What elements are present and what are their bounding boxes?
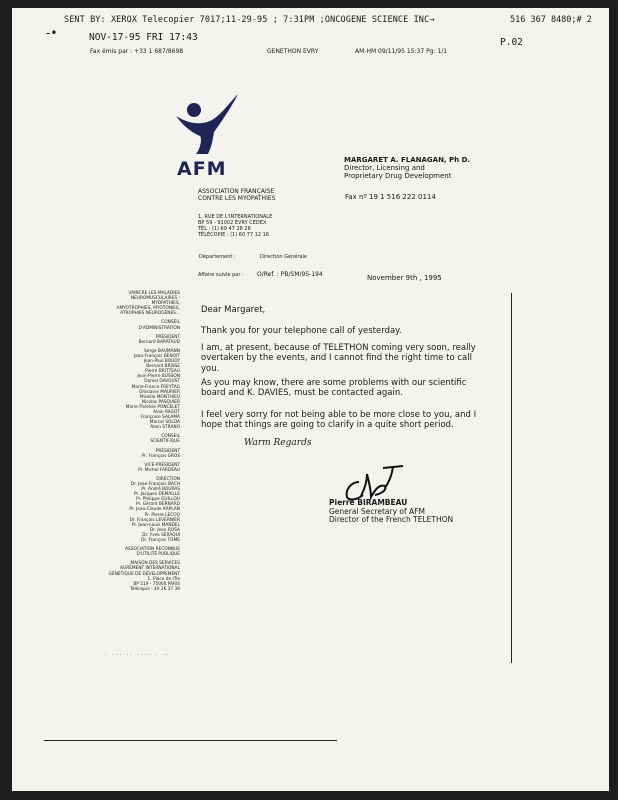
affair-label: Affaire suivie par : xyxy=(198,272,244,278)
recipient-fax: Fax nº 19 1 516 222 0114 xyxy=(345,193,436,201)
fax-timestamp: AM-HM 09/11/95 15:37 Pg: 1/1 xyxy=(355,48,448,55)
address-line: 1, RUE DE L'INTERNATIONALE xyxy=(198,214,273,220)
signer-title-line: General Secretary of AFM xyxy=(329,506,425,516)
horizontal-rule xyxy=(44,740,337,741)
sidebar-line: Pr. Michel FARDEAU xyxy=(138,467,180,473)
sidebar-line: MAISON DES SERVICES xyxy=(130,561,180,567)
afm-logo-text: AFM xyxy=(177,158,227,180)
sidebar-board-list xyxy=(100,291,180,592)
sidebar-line: Marie-Thérèse PONCELET xyxy=(125,404,180,410)
sidebar-line: PRÉSIDENT xyxy=(155,448,180,454)
sidebar-line: Dr. François TOME xyxy=(141,538,180,544)
recipient-name: MARGARET A. FLANAGAN, Ph D. xyxy=(344,156,471,164)
department-value: Direction Générale xyxy=(260,254,307,260)
sidebar-line: Alain STRANO xyxy=(150,425,180,431)
letter-paragraph: I am, at present, because of TELETHON coming very soon, really overtaken by the events, and I cannot find the right time to call you. xyxy=(201,343,476,374)
sidebar-line: Bernard BARATAUD xyxy=(138,339,180,345)
sidebar-line: Mireille MONTHIEU xyxy=(139,394,180,400)
fax-station: GENETHON EVRY xyxy=(267,48,319,55)
sidebar-line: VICE-PRÉSIDENT xyxy=(144,462,180,468)
sidebar-line: Bernard BRISSE xyxy=(146,364,180,370)
our-reference: O/Ref. : PB/SM/95-194 xyxy=(257,271,323,278)
sidebar-line: Jean-Pierre BUSSON xyxy=(137,374,180,380)
department-label: Département : xyxy=(199,254,236,260)
sidebar-line: Pr. Jean-Claude KAPLAN xyxy=(129,507,180,513)
sidebar-line: Daniel DAVOUST xyxy=(144,379,180,385)
recipient-block xyxy=(344,156,514,181)
sidebar-line: Télécopie : 40 26 37 39 xyxy=(129,586,180,592)
letter-paragraph: As you may know, there are some problems with our scientific board and K. DAVIES, must be contacted again. xyxy=(201,378,467,399)
sidebar-line: ATROPHIES NEUROGÈNES... xyxy=(120,311,180,317)
sidebar-line: Dr. François LEVERNIER xyxy=(129,517,180,523)
letter-paragraph: I feel very sorry for not being able to be more close to you, and I hope that things are going to clarify in a quite short period. xyxy=(201,410,477,431)
sidebar-line: PRÉSIDENT xyxy=(155,334,180,340)
association-line: ASSOCIATION FRANÇAISE xyxy=(198,188,275,195)
association-name xyxy=(198,188,308,202)
sidebar-line: Serge BAUMANN xyxy=(144,348,180,354)
handwritten-signature xyxy=(337,460,409,502)
sidebar-line: Jean-Paul BOUDY xyxy=(143,359,180,365)
vertical-rule xyxy=(511,293,512,663)
address-line: BP 59 - 91002 ÉVRY CEDEX xyxy=(198,220,267,226)
sidebar-line: D'ADMINISTRATION xyxy=(138,325,180,331)
sidebar-line: D'UTILITÉ PUBLIQUE xyxy=(136,552,180,558)
sidebar-line: GÉNÉTIQUE DE DÉVELOPPEMENT xyxy=(108,571,180,577)
fax-noise-dots: · ··· ·· ···· · ·· xyxy=(105,652,170,658)
fax-sent-by-number: 516 367 8480;# 2 xyxy=(510,15,592,25)
fax-page-number: P.02 xyxy=(500,37,523,48)
sidebar-line: AMYOTROPHIES, MYOTONIES, xyxy=(116,306,180,312)
sidebar-line: Pr. Philippe GUILLOU xyxy=(136,497,180,503)
sidebar-line: Pr. François GROS xyxy=(141,453,180,459)
sidebar-line: ASSOCIATION RECONNUE xyxy=(125,547,180,553)
sidebar-line: DIRECTION xyxy=(156,476,180,482)
sidebar-line: AGRÉMENT INTERNATIONAL xyxy=(120,566,180,572)
recipient-title-line: Proprietary Drug Development xyxy=(344,172,452,181)
fax-page xyxy=(12,8,609,791)
fax-emitted-by: Fax émis par : +33 1 687/8698 xyxy=(90,48,184,55)
address-line: TÉLÉCOPIE : (1) 60 77 12 16 xyxy=(198,232,269,238)
sidebar-line: Ghislaine MAURIER xyxy=(139,389,180,395)
letter-salutation: Dear Margaret, xyxy=(201,305,266,315)
sidebar-line: Marcel SOLDA xyxy=(149,420,180,426)
address-line: TÉL : (1) 69 47 28 28 xyxy=(198,226,251,232)
sidebar-line: BP 519 - 75000 PARIS xyxy=(133,581,180,587)
signer-name: Pierre BIRAMBEAU xyxy=(329,498,408,507)
sidebar-line: Pr. Jacques DEMAILLE xyxy=(133,492,180,498)
sidebar-line: SCIENTIFIQUE xyxy=(150,439,180,445)
sidebar-line: NEUROMUSCULAIRES : xyxy=(130,296,180,302)
sidebar-line: MYOPATHIES, xyxy=(151,301,180,307)
sidebar-line: Marie-France FREYTAG xyxy=(131,384,180,390)
sidebar-line: Françoise SALAMA xyxy=(140,415,180,421)
letter-closing: Warm Regards xyxy=(244,438,312,448)
sidebar-line: Dr. Jean-François BACH xyxy=(130,482,180,487)
sidebar-line: Pr. Jean-Louis MANDEL xyxy=(131,522,180,528)
sidebar-line: VAINCRE LES MALADIES xyxy=(128,291,180,296)
sidebar-line: CONSEIL xyxy=(161,320,180,326)
signer-title-line: Director of the French TELETHON xyxy=(329,515,454,525)
sidebar-line: Jean-François BENOIT xyxy=(133,353,180,359)
letter-date: November 9th , 1995 xyxy=(367,274,442,282)
sidebar-line: Pierre BRITTEAU xyxy=(145,369,180,375)
sidebar-line: Dr. Jean ROSA xyxy=(149,527,180,533)
sidebar-line: 1, Place de l'Île xyxy=(147,576,180,582)
letter-paragraph: Thank you for your telephone call of yesterday. xyxy=(201,326,402,336)
fax-date-line: NOV-17-95 FRI 17:43 xyxy=(89,32,198,43)
fax-speck: -• xyxy=(46,26,58,40)
sidebar-line: Nicolas PASQUIER xyxy=(141,399,180,405)
sidebar-line: Pr. André BOURAS xyxy=(141,487,180,493)
sender-address xyxy=(198,214,288,238)
recipient-title-line: Director, Licensing and xyxy=(344,164,425,173)
sidebar-line: Dr. Yves SERAQUI xyxy=(142,532,180,538)
association-line: CONTRE LES MYOPATHIES xyxy=(198,195,276,202)
fax-sent-by-line: SENT BY: XEROX Telecopier 7017;11-29-95 ; 7:31PM ;ONCOGENE SCIENCE INC→ xyxy=(64,15,435,25)
sidebar-line: Alain RAGOT xyxy=(152,409,180,415)
sidebar-line: Pr. Gérard BERNARD xyxy=(136,502,180,508)
sidebar-line: CONSEIL xyxy=(161,434,180,440)
afm-logo-icon xyxy=(172,92,242,162)
signer-block xyxy=(329,499,529,525)
sidebar-line: Pr. Pierre LECOQ xyxy=(144,512,180,518)
